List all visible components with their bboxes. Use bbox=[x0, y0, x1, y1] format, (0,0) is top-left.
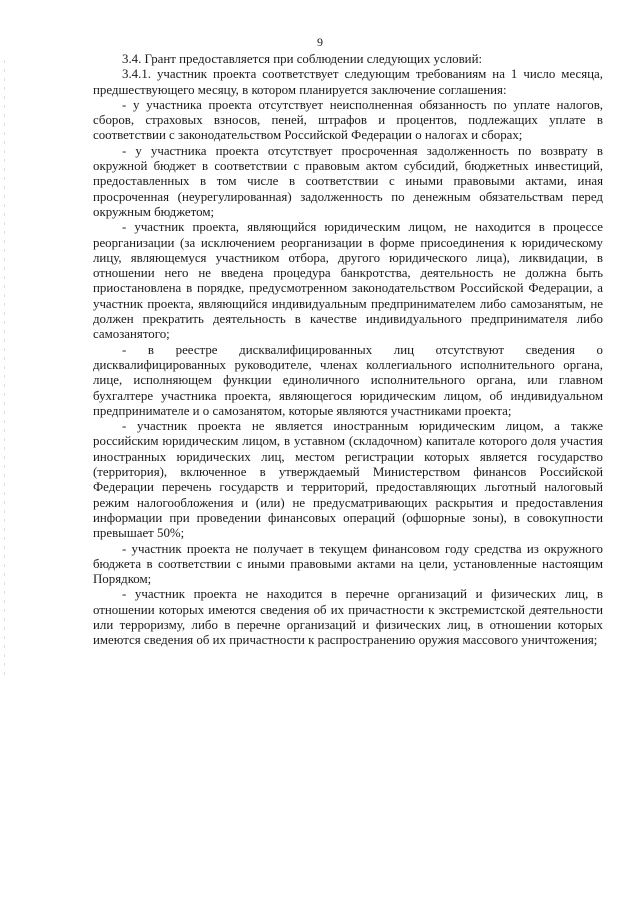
page-number: 9 bbox=[317, 35, 323, 49]
document-body bbox=[93, 52, 603, 649]
condition-no-budget-debt: - у участника проекта отсутствует просроченная задолженность по возврату в окружной бюджет в соответствии с правовым актом субсидий, бюджетных инвестиций, предоставленных в том числе в соответствии с иными правовыми актами, иная просроченная (неурегулированная) задолженность по денежным обязательствам перед окружным бюджетом; bbox=[93, 143, 603, 219]
condition-no-disqualification: - в реестре дисквалифицированных лиц отсутствуют сведения о дисквалифицированных руководителе, членах коллегиального исполнительного органа, лице, исполняющем функции единоличного исполнительного органа, или главном бухгалтере участника проекта, являющегося юридическим лицом, об индивидуальном предпринимателе и о самозанятом, которые являются участниками проекта; bbox=[93, 342, 603, 418]
condition-no-tax-debt: - у участника проекта отсутствует неисполненная обязанность по уплате налогов, сборов, страховых взносов, пеней, штрафов и процентов, подлежащих уплате в соответствии с законодательством Российской Федерации о налогах и сборах; bbox=[93, 97, 603, 143]
scan-edge-artifact bbox=[4, 60, 5, 680]
condition-no-reorganization: - участник проекта, являющийся юридическим лицом, не находится в процессе реорганизации (за исключением реорганизации в форме присоединения к юридическому лицу, являющемуся участником отбора, другого юридического лица), ликвидации, в отношении него не введена процедура банкротства, деятельность не должна быть приостановлена в порядке, предусмотренном законодательством Российской Федерации, а участник проекта, являющийся индивидуальным предпринимателем либо самозанятым, не должен прекратить деятельность в качестве индивидуального предпринимателя либо самозанятого; bbox=[93, 220, 603, 342]
condition-not-foreign-entity: - участник проекта не является иностранным юридическим лицом, а также российским юридическим лицом, в уставном (складочном) капитале которого доля участия иностранных юридических лиц, местом регистрации которых является государство (территория), включенное в утверждаемый Министерством финансов Российской Федерации перечень государств и территорий, предоставляющих льготный налоговый режим налогообложения и (или) не предусматривающих раскрытия и предоставления информации при проведении финансовых операций (офшорные зоны), в совокупности превышает 50%; bbox=[93, 419, 603, 541]
condition-no-other-funding: - участник проекта не получает в текущем финансовом году средства из окружного бюджета в соответствии с иными правовыми актами на цели, установленные настоящим Порядком; bbox=[93, 541, 603, 587]
clause-3-4-1: 3.4.1. участник проекта соответствует следующим требованиям на 1 число месяца, предшествующего месяцу, в котором планируется заключение соглашения: bbox=[93, 67, 603, 97]
clause-3-4-heading: 3.4. Грант предоставляется при соблюдении следующих условий: bbox=[122, 52, 483, 66]
condition-not-in-extremist-list: - участник проекта не находится в перечне организаций и физических лиц, в отношении которых имеются сведения об их причастности к экстремистской деятельности или терроризму, либо в перечне организаций и физических лиц, в отношении которых имеются сведения об их причастности к распространению оружия массового уничтожения; bbox=[93, 587, 603, 648]
